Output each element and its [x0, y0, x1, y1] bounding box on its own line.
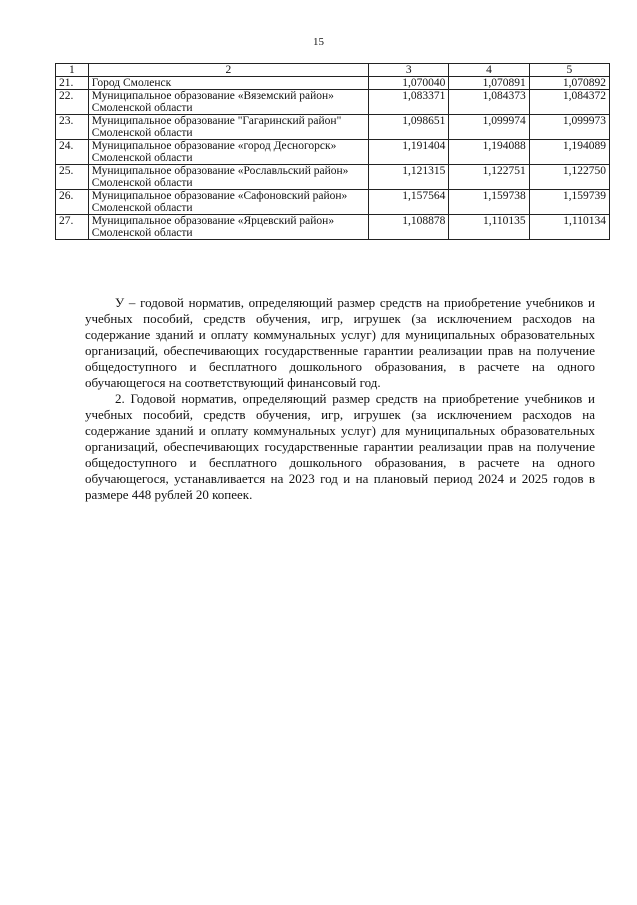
coefficient-col-5: 1,070892 — [529, 77, 609, 90]
coefficient-col-3: 1,098651 — [369, 115, 449, 140]
coefficient-col-3: 1,191404 — [369, 140, 449, 165]
coefficient-col-4: 1,099974 — [449, 115, 529, 140]
coefficient-col-3: 1,121315 — [369, 165, 449, 190]
municipality-name: Муниципальное образование «Сафоновский район» Смоленской области — [88, 190, 368, 215]
header-col-5: 5 — [529, 64, 609, 77]
municipality-name: Муниципальное образование "Гагаринский район" Смоленской области — [88, 115, 368, 140]
table-header-row — [56, 64, 610, 77]
header-col-1: 1 — [56, 64, 89, 77]
coefficient-col-5: 1,122750 — [529, 165, 609, 190]
table-row — [56, 77, 610, 90]
coefficient-col-4: 1,159738 — [449, 190, 529, 215]
coefficient-col-5: 1,159739 — [529, 190, 609, 215]
coefficient-col-4: 1,194088 — [449, 140, 529, 165]
row-number: 21. — [56, 77, 89, 90]
coefficients-table — [55, 63, 610, 240]
row-number: 25. — [56, 165, 89, 190]
page-number: 15 — [313, 36, 324, 48]
table-row — [56, 215, 610, 240]
coefficient-col-3: 1,157564 — [369, 190, 449, 215]
header-col-2: 2 — [88, 64, 368, 77]
table-row — [56, 90, 610, 115]
row-number: 22. — [56, 90, 89, 115]
table-row — [56, 190, 610, 215]
municipality-name: Муниципальное образование «Вяземский район» Смоленской области — [88, 90, 368, 115]
row-number: 26. — [56, 190, 89, 215]
row-number: 23. — [56, 115, 89, 140]
header-col-4: 4 — [449, 64, 529, 77]
municipality-name: Город Смоленск — [88, 77, 368, 90]
norm-paragraph: 2. Годовой норматив, определяющий размер средств на приобретение учебников и учебных пособий, средств обучения, игр, игрушек (за исключением расходов на содержание зданий и оплату коммунальных услуг) для муниципальных образовательных организаций, обеспечивающих государственные гарантии реализации прав на получение общедоступного и бесплатного дошкольного образования, в расчете на одного обучающегося, устанавливается на 2023 год и на плановый период 2024 и 2025 годов в размере 448 рублей 20 копеек. — [85, 391, 595, 502]
header-col-3: 3 — [369, 64, 449, 77]
table-row — [56, 115, 610, 140]
coefficient-col-4: 1,122751 — [449, 165, 529, 190]
municipality-name: Муниципальное образование «Ярцевский район» Смоленской области — [88, 215, 368, 240]
coefficient-col-5: 1,110134 — [529, 215, 609, 240]
row-number: 24. — [56, 140, 89, 165]
definition-paragraph: У – годовой норматив, определяющий размер средств на приобретение учебников и учебных пособий, средств обучения, игр, игрушек (за исключением расходов на содержание зданий и оплату коммунальных услуг) для муниципальных образовательных организаций, обеспечивающих государственные гарантии реализации прав на получение общедоступного и бесплатного дошкольного образования, в расчете на одного обучающегося на соответствующий финансовый год. — [85, 295, 595, 390]
table-row — [56, 165, 610, 190]
coefficient-col-5: 1,084372 — [529, 90, 609, 115]
coefficient-col-5: 1,194089 — [529, 140, 609, 165]
body-text — [85, 295, 595, 503]
municipality-name: Муниципальное образование «город Десногорск» Смоленской области — [88, 140, 368, 165]
coefficient-col-5: 1,099973 — [529, 115, 609, 140]
coefficient-col-4: 1,110135 — [449, 215, 529, 240]
coefficient-col-4: 1,084373 — [449, 90, 529, 115]
coefficient-col-3: 1,083371 — [369, 90, 449, 115]
coefficient-col-3: 1,070040 — [369, 77, 449, 90]
table-row — [56, 140, 610, 165]
coefficient-col-4: 1,070891 — [449, 77, 529, 90]
municipality-name: Муниципальное образование «Рославльский район» Смоленской области — [88, 165, 368, 190]
coefficient-col-3: 1,108878 — [369, 215, 449, 240]
row-number: 27. — [56, 215, 89, 240]
